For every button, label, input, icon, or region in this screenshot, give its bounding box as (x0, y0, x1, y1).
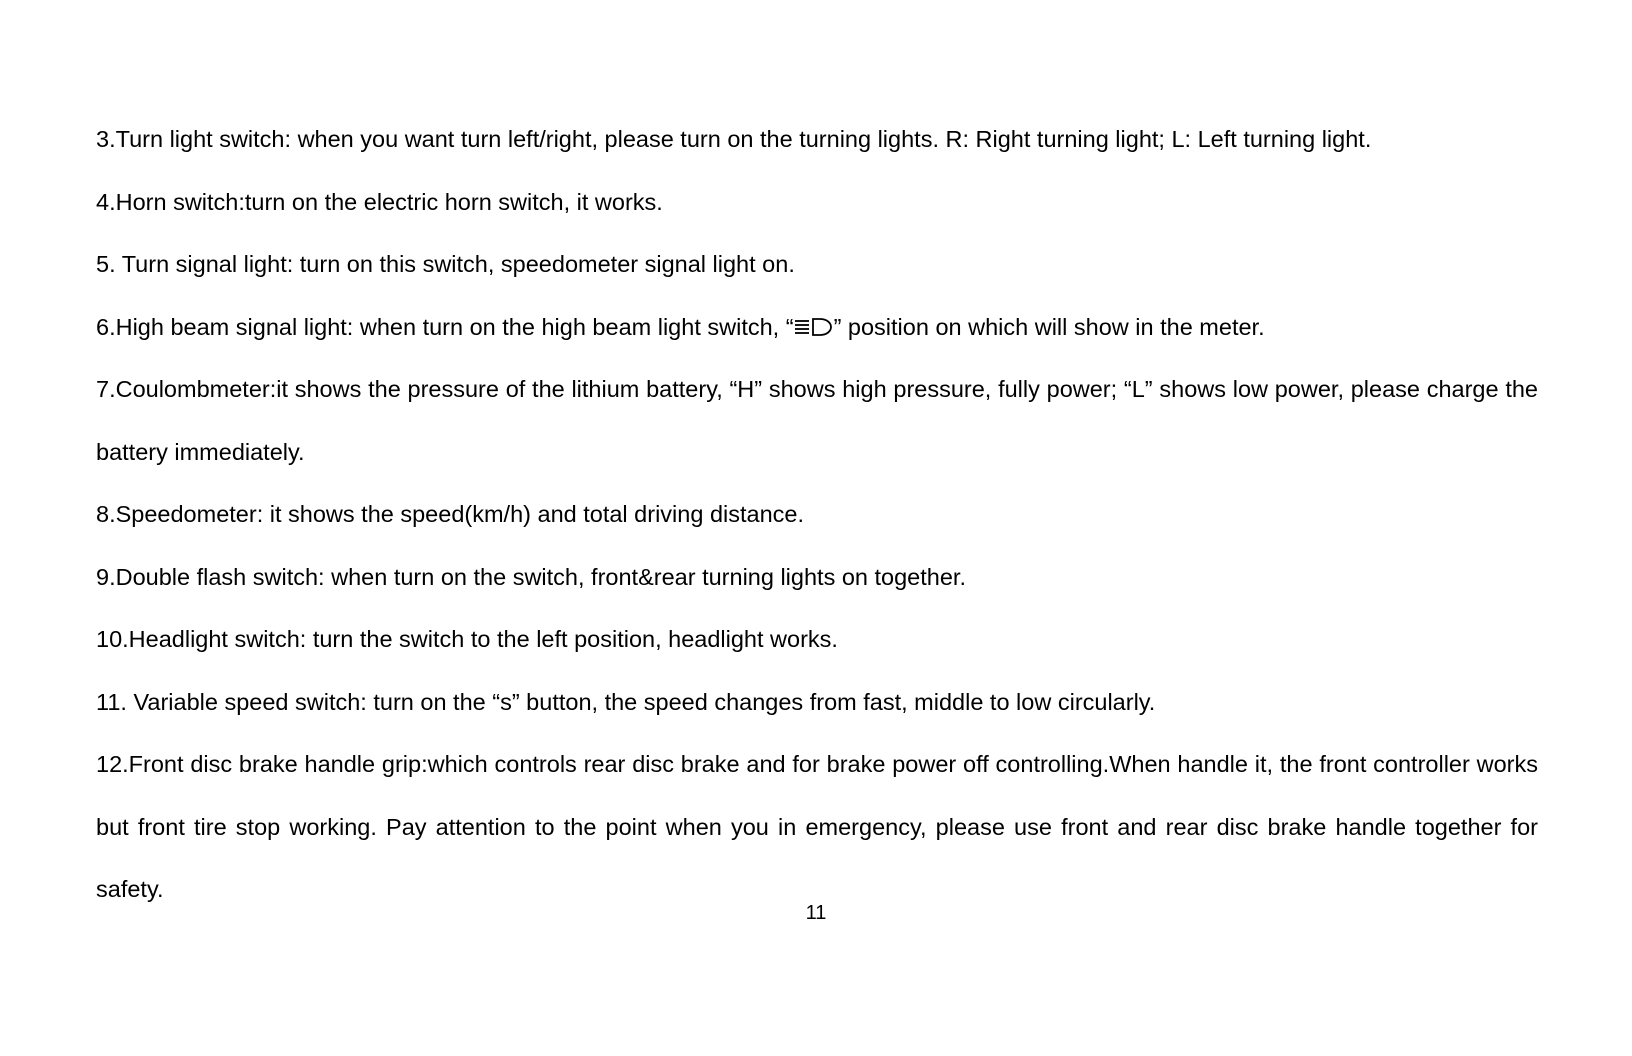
paragraph-double-flash-switch: 9.Double flash switch: when turn on the switch, front&rear turning lights on together. (96, 563, 966, 590)
paragraph-front-disc-brake: 12.Front disc brake handle grip:which controls rear disc brake and for brake power off controlling.When handle it, the front controller works but front tire stop working. Pay attention to the point when you in emergency, please use front and rear disc brake handle together for safety. (96, 751, 1538, 902)
paragraph-headlight-switch: 10.Headlight switch: turn the switch to the left position, headlight works. (96, 626, 838, 652)
paragraph-horn-switch: 4.Horn switch:turn on the electric horn switch, it works. (96, 188, 663, 215)
paragraph-variable-speed-switch: 11. Variable speed switch: turn on the “s” button, the speed changes from fast, middle to low circularly. (96, 688, 1156, 715)
high-beam-text-before: 6.High beam signal light: when turn on the high beam light switch, “ (96, 313, 794, 340)
paragraph-high-beam-signal-light (96, 296, 1538, 359)
high-beam-text-after: ” position on which will show in the meter. (833, 313, 1265, 340)
page-number: 11 (805, 902, 827, 924)
manual-page-content (96, 108, 1538, 921)
paragraph-speedometer: 8.Speedometer: it shows the speed(km/h) and total driving distance. (96, 501, 804, 527)
paragraph-turn-light-switch: 3.Turn light switch: when you want turn left/right, please turn on the turning lights. R: Right turning light; L: Left turning light. (96, 126, 1372, 152)
paragraph-turn-signal-light: 5. Turn signal light: turn on this switch, speedometer signal light on. (96, 251, 795, 277)
high-beam-icon (794, 298, 834, 318)
paragraph-coulombmeter: 7.Coulombmeter:it shows the pressure of the lithium battery, “H” shows high pressure, fully power; “L” shows low power, please charge the battery immediately. (96, 376, 1538, 465)
